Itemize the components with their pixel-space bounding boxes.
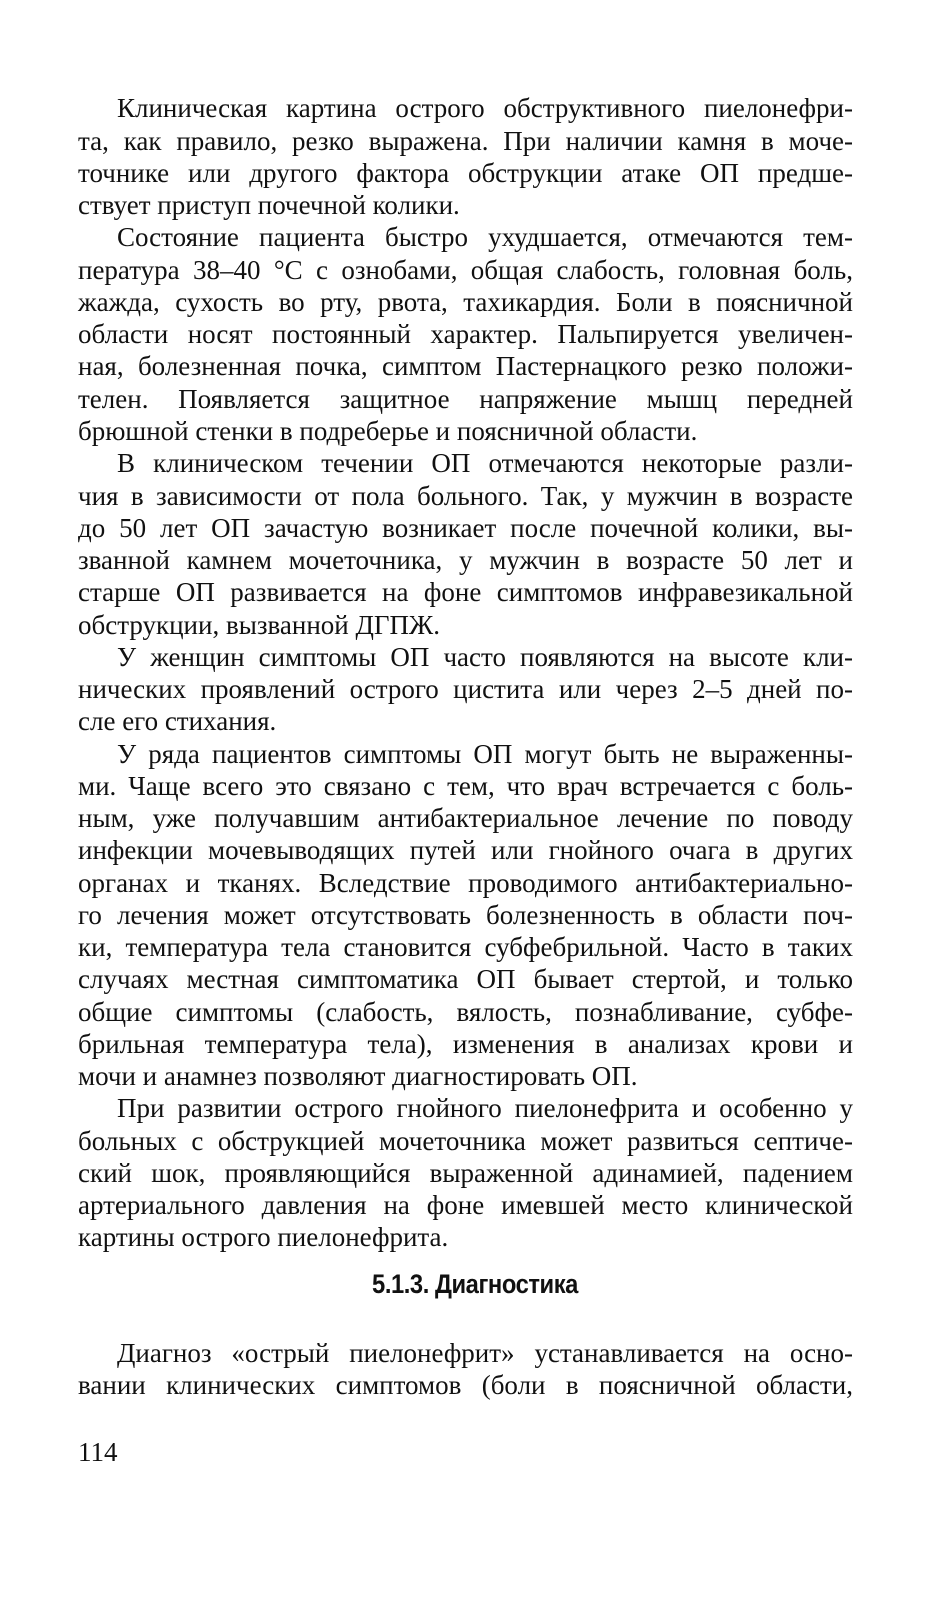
text-line: У женщин симптомы ОП часто появляются на высоте кли- xyxy=(117,642,853,672)
text-line: телен. Появляется защитное напряжение мышц передней xyxy=(78,384,853,414)
text-line: обструкции, вызванной ДГПЖ. xyxy=(78,610,440,640)
text-line: чия в зависимости от пола больного. Так, у мужчин в возрасте xyxy=(78,481,853,511)
text-line: точнике или другого фактора обструкции атаке ОП предше- xyxy=(78,158,853,188)
text-line: больных с обструкцией мочеточника может развиться септиче- xyxy=(78,1126,853,1156)
text-line: пература 38–40 °С с ознобами, общая слабость, головная боль, xyxy=(78,255,853,285)
text-line: области носят постоянный характер. Пальпируется увеличен- xyxy=(78,319,853,349)
text-line: ная, болезненная почка, симптом Пастернацкого резко положи- xyxy=(78,351,853,381)
text-line: ствует приступ почечной колики. xyxy=(78,190,460,220)
text-line: жажда, сухость во рту, рвота, тахикардия. Боли в поясничной xyxy=(78,287,853,317)
text-line: органах и тканях. Вследствие проводимого антибактериально- xyxy=(78,868,853,898)
text-line: В клиническом течении ОП отмечаются некоторые разли- xyxy=(117,448,853,478)
text-line: ки, температура тела становится субфебрильной. Часто в таких xyxy=(78,932,853,962)
text-line: брюшной стенки в подреберье и поясничной области. xyxy=(78,416,698,446)
text-line: случаях местная симптоматика ОП бывает стертой, и только xyxy=(78,964,853,994)
text-line: артериального давления на фоне имевшей место клинической xyxy=(78,1190,853,1220)
text-line: ным, уже получавшим антибактериальное лечение по поводу xyxy=(78,803,853,833)
text-line: званной камнем мочеточника, у мужчин в возрасте 50 лет и xyxy=(78,545,853,575)
text-line: ми. Чаще всего это связано с тем, что врач встречается с боль- xyxy=(78,771,853,801)
text-line: инфекции мочевыводящих путей или гнойного очага в других xyxy=(78,835,853,865)
text-line: мочи и анамнез позволяют диагностировать ОП. xyxy=(78,1061,638,1091)
section-heading: 5.1.3. Диагностика xyxy=(372,1269,578,1299)
text-line: Диагноз «острый пиелонефрит» устанавливается на осно- xyxy=(117,1338,853,1368)
text-line: У ряда пациентов симптомы ОП могут быть не выраженны- xyxy=(117,739,853,769)
text-line: Состояние пациента быстро ухудшается, отмечаются тем- xyxy=(117,222,853,252)
text-line: брильная температура тела), изменения в анализах крови и xyxy=(78,1029,853,1059)
text-line: до 50 лет ОП зачастую возникает после почечной колики, вы- xyxy=(78,513,853,543)
text-line: го лечения может отсутствовать болезненность в области поч- xyxy=(78,900,853,930)
page-number: 114 xyxy=(78,1437,118,1467)
text-line: общие симптомы (слабость, вялость, познабливание, субфе- xyxy=(78,997,853,1027)
text-line: старше ОП развивается на фоне симптомов инфравезикальной xyxy=(78,577,853,607)
text-line: При развитии острого гнойного пиелонефрита и особенно у xyxy=(117,1093,853,1123)
text-line: Клиническая картина острого обструктивного пиелонефри- xyxy=(117,93,853,123)
text-line: та, как правило, резко выражена. При наличии камня в моче- xyxy=(78,126,853,156)
text-line: картины острого пиелонефрита. xyxy=(78,1222,449,1252)
text-line: вании клинических симптомов (боли в поясничной области, xyxy=(78,1370,853,1400)
text-line: ский шок, проявляющийся выраженной адинамией, падением xyxy=(78,1158,853,1188)
text-line: сле его стихания. xyxy=(78,706,277,736)
text-line: нических проявлений острого цистита или через 2–5 дней по- xyxy=(78,674,853,704)
